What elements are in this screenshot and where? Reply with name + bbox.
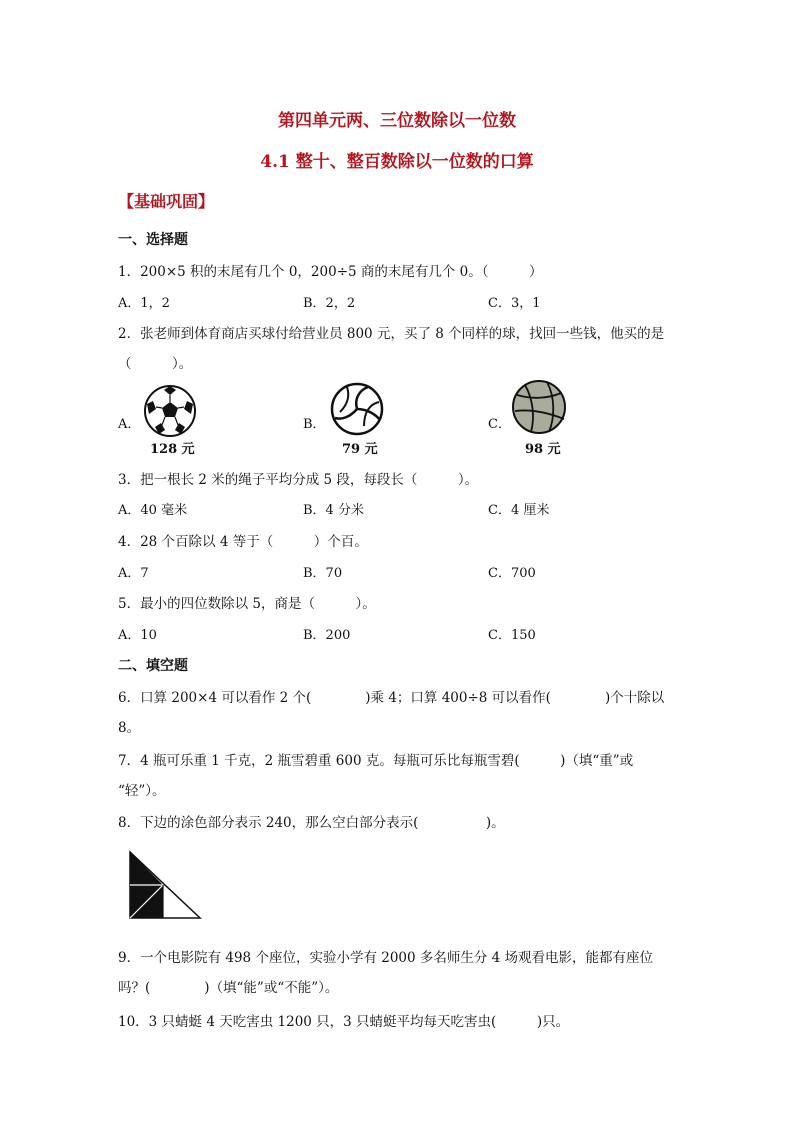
question-9-line-1: 9．一个电影院有 498 个座位，实验小学有 2000 多名师生分 4 场观看电影，能都有座位 — [118, 950, 654, 966]
q2-option-c[interactable]: C． — [488, 417, 511, 432]
question-9-line-2: 吗？( )（填“能”或“不能”）。 — [118, 980, 339, 996]
q3-option-a[interactable]: A．40 毫米 — [118, 503, 188, 518]
question-7-line-2: “轻”）。 — [118, 783, 166, 799]
q1-option-c[interactable]: C．3，1 — [488, 296, 541, 311]
q5-option-a[interactable]: A．10 — [118, 628, 157, 643]
soccer-ball-icon — [143, 384, 197, 438]
basketball-price: 98 元 — [525, 442, 561, 457]
soccer-ball-price: 128 元 — [150, 442, 195, 457]
shaded-triangle-figure — [128, 850, 202, 920]
question-1: 1．200×5 积的末尾有几个 0，200÷5 商的末尾有几个 0。（ ） — [118, 264, 543, 280]
basketball-icon — [511, 379, 567, 435]
volleyball-price: 79 元 — [342, 442, 378, 457]
q5-option-b[interactable]: B．200 — [303, 628, 351, 643]
question-4: 4．28 个百除以 4 等于（ ）个百。 — [118, 534, 368, 550]
q2-option-b[interactable]: B． — [303, 417, 326, 432]
q2-option-a[interactable]: A． — [118, 417, 141, 432]
question-2-line-1: 2．张老师到体育商店买球付给营业员 800 元，买了 8 个同样的球，找回一些钱，他买的是 — [118, 326, 665, 342]
question-5: 5．最小的四位数除以 5，商是（ ）。 — [118, 596, 376, 612]
volleyball-icon — [330, 382, 384, 436]
question-7-line-1: 7．4 瓶可乐重 1 千克，2 瓶雪碧重 600 克。每瓶可乐比每瓶雪碧( )（填“重”或 — [118, 753, 634, 769]
q5-option-c[interactable]: C．150 — [488, 628, 536, 643]
question-6-line-1: 6．口算 200×4 可以看作 2 个( )乘 4；口算 400÷8 可以看作( )个十除以 — [118, 690, 665, 706]
q4-option-a[interactable]: A．7 — [118, 566, 149, 581]
q1-option-b[interactable]: B．2，2 — [303, 296, 356, 311]
section-fill-blank-title: 二、填空题 — [118, 658, 188, 674]
q1-option-a[interactable]: A．1，2 — [118, 296, 170, 311]
lesson-title: 4.1 整十、整百数除以一位数的口算 — [260, 152, 534, 172]
q4-option-b[interactable]: B．70 — [303, 566, 343, 581]
section-multiple-choice-title: 一、选择题 — [118, 232, 188, 248]
question-10: 10．3 只蜻蜓 4 天吃害虫 1200 只，3 只蜻蜓平均每天吃害虫( )只。 — [118, 1014, 570, 1030]
unit-title: 第四单元两、三位数除以一位数 — [278, 111, 516, 131]
question-2-line-2: （ ）。 — [118, 356, 193, 372]
q3-option-b[interactable]: B．4 分米 — [303, 503, 364, 518]
question-6-line-2: 8。 — [118, 720, 141, 736]
q4-option-c[interactable]: C．700 — [488, 566, 536, 581]
basic-consolidation-tag: 【基础巩固】 — [118, 192, 215, 211]
q3-option-c[interactable]: C．4 厘米 — [488, 503, 550, 518]
question-8: 8．下边的涂色部分表示 240，那么空白部分表示( )。 — [118, 815, 505, 831]
question-3: 3．把一根长 2 米的绳子平均分成 5 段，每段长（ ）。 — [118, 472, 479, 488]
